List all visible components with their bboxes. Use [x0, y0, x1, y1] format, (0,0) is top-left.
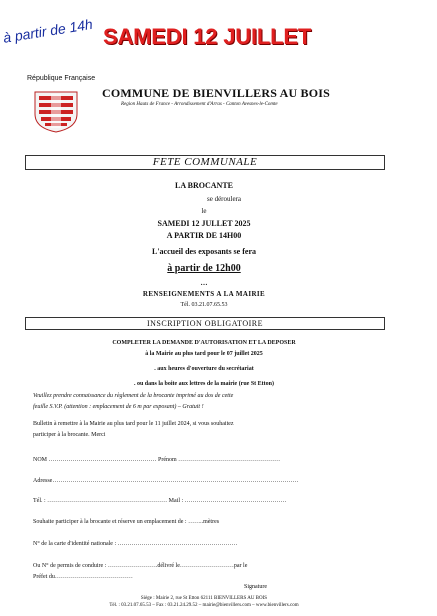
- headline-date: SAMEDI 12 JUILLET: [103, 24, 312, 49]
- field-nom[interactable]: NOM ……………………………………………… Prénom ……………………………………………: [33, 457, 281, 463]
- reglement-line-2: feuille S.V.P. (attention : emplacement de 6 m par exposant) – Gratuit !: [33, 404, 204, 410]
- field-emplacement[interactable]: Souhaite participer à la brocante et réserve un emplacement de : ……..mètres: [33, 519, 220, 525]
- event-time: A PARTIR DE 14H00: [166, 231, 242, 240]
- reglement-line-1: Veuillez prendre connaissance du règlement de la brocante imprimé au dos de cette: [33, 393, 234, 399]
- instruction-line-4: . ou dans la boite aux lettres de la mairie (rue St Etton): [133, 381, 275, 387]
- field-tel-mail[interactable]: Tél. : …………………………………………………… Mail : ……………………………………………: [33, 498, 287, 504]
- bulletin-line-2: participer à la brocante. Merci: [33, 432, 106, 438]
- accueil-time: à partir de 12h00: [167, 263, 241, 274]
- instruction-line-1: COMPLETER LA DEMANDE D'AUTORISATION ET LA DEPOSER: [112, 340, 296, 346]
- republique-label: République Française: [27, 75, 96, 82]
- instruction-line-3: . aux heures d'ouverture du secrétariat: [154, 366, 254, 372]
- field-prefet[interactable]: Préfet du…………………………………: [33, 574, 133, 580]
- commune-name: COMMUNE DE BIENVILLERS AU BOIS: [102, 86, 331, 100]
- field-carte-identite[interactable]: N° de la carte d'identité nationale : ……………………………………………………: [33, 541, 238, 547]
- coat-of-arms-logo: [27, 88, 85, 134]
- accueil-text: L'accueil des exposants se fera: [152, 247, 256, 256]
- region-line: Region Hauts de France - Arrondissement d'Arras - Canton Avesnes-le-Comte: [121, 102, 278, 107]
- inscription-title-box: INSCRIPTION OBLIGATOIRE: [25, 317, 385, 330]
- field-adresse[interactable]: Adresse……………………………………………………………………………………………………………: [33, 478, 299, 484]
- handwritten-start-time: à partir de 14h: [2, 15, 94, 46]
- field-permis[interactable]: Ou N° de permis de conduire : …………………….délivré le………………………par le: [33, 563, 248, 569]
- footer-address: Siège : Mairie 2, rue St Etton 62111 BIENVILLERS AU BOIS: [140, 596, 268, 601]
- bulletin-line-1: Bulletin à remettre à la Mairie au plus tard pour le 11 juillet 2024, si vous souhaitez: [33, 421, 234, 427]
- footer-contact: Tél. : 03.21.07.65.53 – Fax : 03.21.24.29.52 – mairie@bienvillers.com – www.bienvillers.com: [109, 603, 299, 608]
- le-text: le: [201, 207, 207, 215]
- signature-label: Signature: [244, 584, 267, 590]
- dots-separator: …: [200, 279, 208, 287]
- renseignements: RENSEIGNEMENTS A LA MAIRIE: [142, 290, 266, 298]
- fete-title-box: FETE COMMUNALE: [25, 155, 385, 170]
- brocante-title: LA BROCANTE: [174, 181, 233, 190]
- se-deroulera: se déroulera: [206, 195, 241, 203]
- mairie-phone: Tél. 03.21.07.65.53: [180, 302, 228, 308]
- event-date: SAMEDI 12 JULLET 2025: [157, 219, 251, 228]
- instruction-line-2: à la Mairie au plus tard pour le 07 juillet 2025: [145, 351, 263, 357]
